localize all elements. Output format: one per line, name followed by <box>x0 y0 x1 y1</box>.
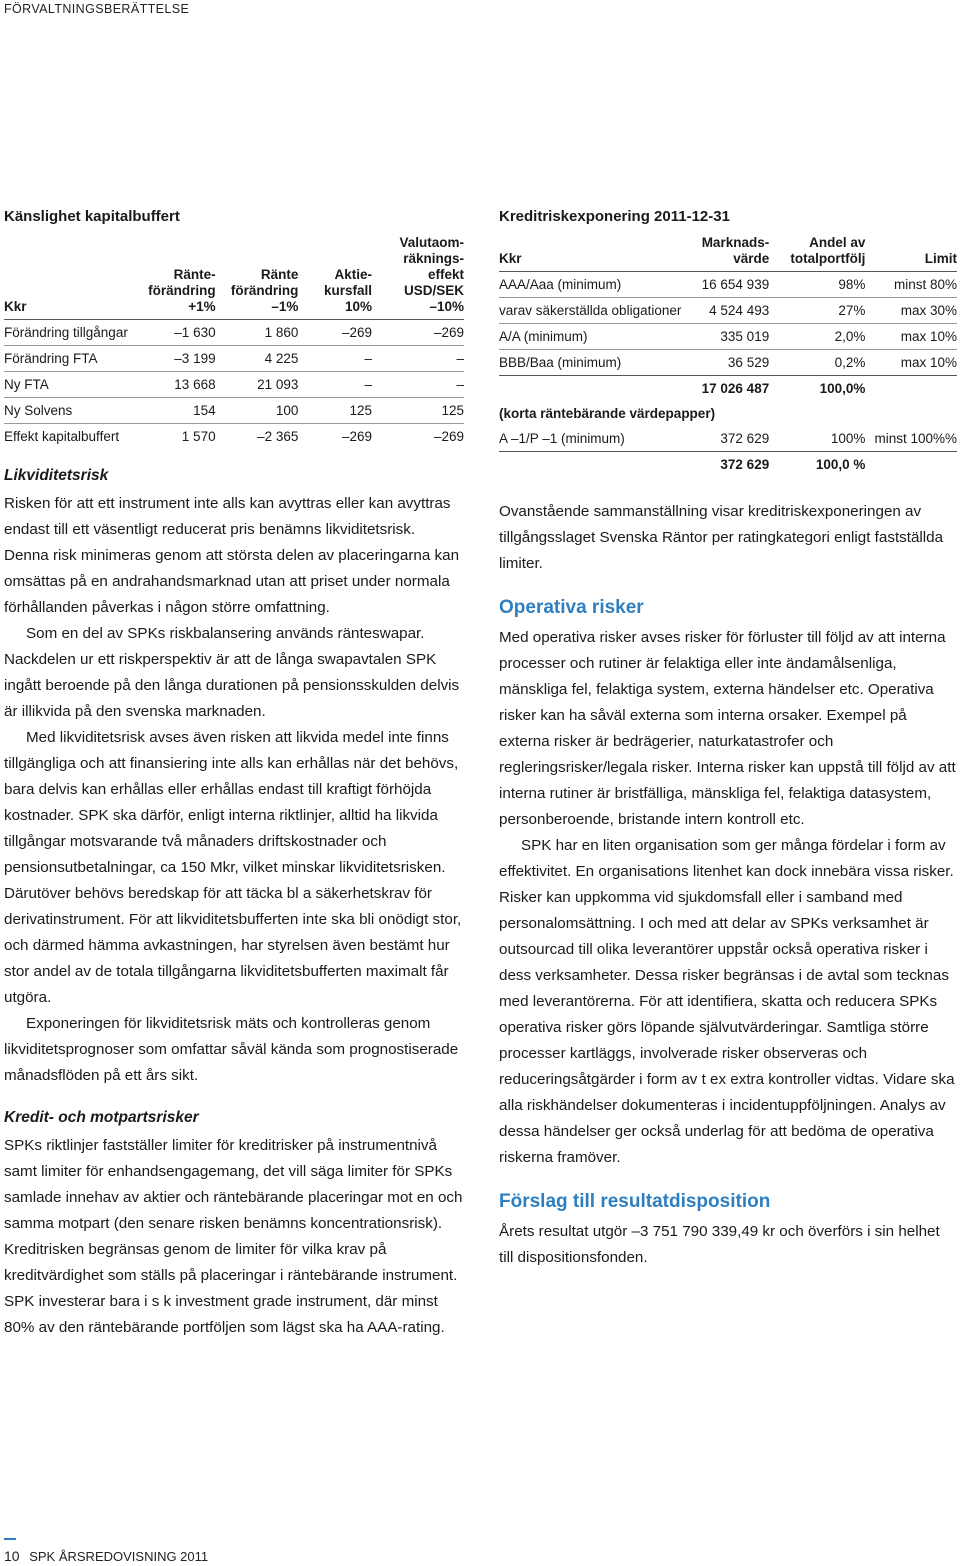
paragraph: SPKs riktlinjer fastställer limiter för kreditrisker på instrumentnivå samt limiter för enhandsengagemang, det vill säga limiter för SPKs samlade innehav av aktier och räntebärande placeringar mot en och samma motpart (den senare risken benämns koncentrationsrisk). Kreditrisken begränsas genom de limiter för vilka krav på kreditvärdighet som ställs på placeringar i räntebärande instrument. SPK investerar bara i s k investment grade instrument, där minst 80% av den räntebärande portföljen som lägst ska ha AAA-rating. <box>4 1137 463 1336</box>
cell: A –1/P –1 (minimum) <box>499 431 625 446</box>
table-row <box>499 298 957 324</box>
cell: – <box>364 351 372 366</box>
cell: A/A (minimum) <box>499 329 588 344</box>
cell: 21 093 <box>257 377 299 392</box>
cell: (korta räntebärande värdepapper) <box>499 406 716 421</box>
cell: – <box>364 377 372 392</box>
cell: 2,0% <box>834 329 866 344</box>
table-row <box>4 346 464 372</box>
heading-forslag: Förslag till resultatdisposition <box>499 1191 771 1212</box>
paragraph: Exponeringen för likviditetsrisk mäts och kontrolleras genom likviditetsprognoser som omfattar såväl kända som prognostiserade månadsflöden på ett års sikt. <box>4 1015 459 1084</box>
table-row <box>499 324 957 350</box>
paragraph: Med likviditetsrisk avses även risken att likvida medel inte finns tillgängliga och att finansiering inte alls kan erhållas när det behövs, bara delvis kan erhållas eller erhållas endast till kraftigt förhöjda kostnader. SPK ska därför, enligt interna riktlinjer, alltid ha likvida tillgångar motsvarande två månaders driftskostnader och pensionsutbetalningar, ca 150 Mkr, vilket minskar likviditetsrisken. Därutöver behövs beredskap för att täcka bl a säkerhetskrav för derivatinstrument. För att likviditetsbufferten inte ska bli onödigt stor, och därmed hämma avkastningen, har styrelsen även bestämt hur stor andel av de totala tillgångarna likviditetsbufferten maximalt får utgöra. <box>4 729 462 1006</box>
cell <box>499 452 691 478</box>
cell: 372 629 <box>720 431 770 446</box>
left-column <box>4 208 464 1341</box>
cell: –269 <box>341 429 372 444</box>
cell: –269 <box>433 429 464 444</box>
cell: 335 019 <box>720 329 770 344</box>
cell: 16 654 939 <box>701 277 770 292</box>
cell: Ny Solvens <box>4 403 73 418</box>
table-row <box>499 272 957 298</box>
total-row <box>499 376 957 402</box>
cell: 1 570 <box>181 429 216 444</box>
col-header: Valutaom- räknings- effekt USD/SEK –10% <box>399 235 464 314</box>
heading-likviditetsrisk: Likviditetsrisk <box>4 467 109 484</box>
total-row <box>499 452 957 478</box>
cell <box>499 376 691 402</box>
cell: 100% <box>830 431 866 446</box>
cell: minst 80% <box>893 277 957 292</box>
cell: –1 630 <box>174 325 216 340</box>
col-header: Kkr <box>4 299 27 314</box>
cell <box>865 452 957 478</box>
cell: –269 <box>341 325 372 340</box>
cell: 100,0 % <box>815 457 866 472</box>
paragraph: Årets resultat utgör –3 751 790 339,49 kr och överförs i sin helhet till dispositionsfonden. <box>499 1223 940 1266</box>
paragraph: Risken för att ett instrument inte alls kan avyttras eller kan avyttras endast till ett väsentligt reducerat pris benämns likviditetsrisk. Denna risk minimeras genom att största delen av placeringarna kan omsättas på en andrahandsmarknad utan att priset under normala förhållanden påverkas i någon större omfattning. <box>4 495 460 616</box>
col-header: Limit <box>924 251 957 266</box>
table-title-kapitalbuffert: Känslighet kapitalbuffert <box>4 208 180 225</box>
cell: 372 629 <box>720 457 770 472</box>
col-header: Ränte- förändring +1% <box>148 267 216 314</box>
table-row <box>4 372 464 398</box>
cell: – <box>456 351 464 366</box>
heading-kredit: Kredit- och motpartsrisker <box>4 1109 199 1126</box>
cell: 1 860 <box>264 325 299 340</box>
cell: –3 199 <box>174 351 216 366</box>
table-row <box>499 350 957 376</box>
cell: 98% <box>838 277 866 292</box>
cell: 36 529 <box>727 355 770 370</box>
cell: max 10% <box>900 329 957 344</box>
kapitalbuffert-table <box>4 235 464 449</box>
cell: 100,0% <box>819 381 866 396</box>
table-row <box>4 398 464 424</box>
col-header: Marknads- värde <box>701 235 770 266</box>
paragraph: Ovanstående sammanställning visar kreditriskexponeringen av tillgångsslaget Svenska Räntor per ratingkategori enligt fastställda limiter. <box>499 503 944 572</box>
heading-operativa-risker: Operativa risker <box>499 597 644 618</box>
col-header: Kkr <box>499 251 522 266</box>
cell: Förändring FTA <box>4 351 98 366</box>
col-header: Aktie- kursfall 10% <box>323 267 372 314</box>
paragraph: Som en del av SPKs riskbalansering används ränteswapar. Nackdelen ur ett riskperspektiv är att de långa swapavtalen SPK ingått beroende på den långa durationen på pensionsskulden delvis är illikvida på den svenska marknaden. <box>4 625 460 720</box>
page-number: 10 <box>4 1548 20 1564</box>
kreditrisk-table <box>499 235 957 477</box>
cell: AAA/Aaa (minimum) <box>499 277 622 292</box>
right-column <box>499 208 957 1271</box>
section-header: FÖRVALTNINGSBERÄTTELSE <box>4 2 190 16</box>
table-row <box>4 320 464 346</box>
subheading-row <box>499 401 957 426</box>
cell: 13 668 <box>174 377 216 392</box>
cell: Förändring tillgångar <box>4 325 128 340</box>
paragraph: SPK har en liten organisation som ger många fördelar i form av effektivitet. En organisations litenhet kan dock innebära vissa risker. Risker kan uppkomma vid sjukdomsfall eller i samband med personalomsättning. I och med att delar av SPKs verksamhet är outsourcad till olika leverantörer uppstår också operativa risker i dess verksamheter. Dessa risker begränsas i de avtal som tecknas med leverantörerna. För att identifiera, skatta och reducera SPKs operativa risker görs löpande självutvärderingar. Samtliga större processer kartläggs, involverade risker observeras och reduceringsåtgärder i form av t ex extra kontroller vidtas. Vidare ska alla riskhändelser dokumenteras i incidentuppföljningen. Analys av dessa händelser ger också underlag för att bedöma de operativa riskerna framöver. <box>499 837 955 1166</box>
cell: 4 524 493 <box>709 303 770 318</box>
cell: BBB/Baa (minimum) <box>499 355 622 370</box>
cell: 125 <box>349 403 372 418</box>
cell: 125 <box>441 403 464 418</box>
cell: – <box>456 377 464 392</box>
cell: –269 <box>433 325 464 340</box>
cell: 154 <box>193 403 216 418</box>
table-row <box>4 424 464 450</box>
footer-accent <box>4 1538 16 1540</box>
cell: Ny FTA <box>4 377 49 392</box>
cell: 100 <box>275 403 299 418</box>
cell: Effekt kapitalbuffert <box>4 429 120 444</box>
col-header: Ränte förändring –1% <box>230 267 299 314</box>
table-title-kreditrisk: Kreditriskexponering 2011-12-31 <box>499 208 730 225</box>
page-footer <box>4 1548 208 1564</box>
paragraph: Med operativa risker avses risker för förluster till följd av att interna processer och rutiner är felaktiga eller inte ändamålsenliga, mänskliga fel, felaktiga system, externa händelser etc. Operativa risker kan ha såväl externa som interna orsaker. Exempel på externa risker är bedrägerier, naturkatastrofer och regleringsrisker/legala risker. Interna risker kan uppstå till följd av att interna rutiner är bristfälliga, mänskliga fel, felaktiga datasystem, personberoende, bristande intern kontroll etc. <box>499 629 956 828</box>
cell: 4 225 <box>264 351 299 366</box>
cell: 27% <box>838 303 866 318</box>
cell: max 30% <box>900 303 957 318</box>
cell: varav säkerställda obligationer <box>499 303 682 318</box>
footer-text: SPK ÅRSREDOVISNING 2011 <box>29 1549 209 1564</box>
cell: 17 026 487 <box>701 381 770 396</box>
col-header: Andel av totalportfölj <box>790 235 866 266</box>
cell: 0,2% <box>834 355 866 370</box>
cell <box>865 376 957 402</box>
cell: –2 365 <box>257 429 299 444</box>
table-row <box>499 426 957 452</box>
cell: max 10% <box>900 355 957 370</box>
cell: minst 100%% <box>874 431 957 446</box>
